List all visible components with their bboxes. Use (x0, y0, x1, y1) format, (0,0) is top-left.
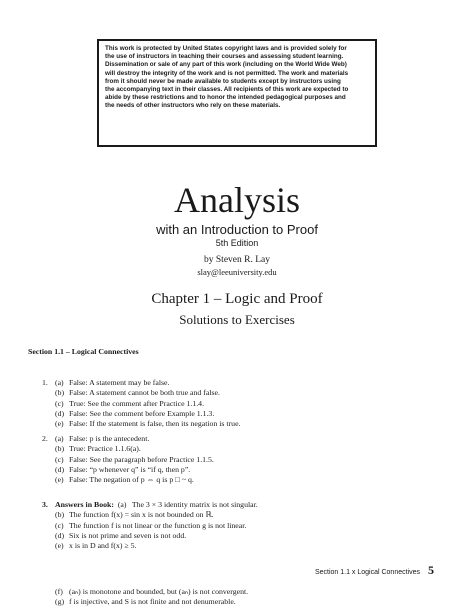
notice-line: will destroy the integrity of the work and is not permitted. The work and materials (105, 69, 349, 77)
author-email: slay@leeuniversity.edu (197, 267, 277, 277)
problem-item (42, 455, 214, 465)
problem-item (42, 434, 214, 444)
book-subtitle: with an Introduction to Proof (156, 222, 318, 237)
notice-line: Dissemination or sale of any part of this work (including on the World Wide Web) (105, 61, 347, 69)
problem-item (42, 475, 214, 485)
answer-text: True: See the comment after Practice 1.1.4. (69, 398, 205, 408)
problem-item (42, 399, 241, 409)
answer-text: False: The negation of p ⇔ q is p □ ~ q. (69, 475, 194, 485)
part-label: (g) (55, 597, 65, 607)
book-title: Analysis (174, 180, 300, 220)
notice-line: the needs of other instructors who rely on these materials. (105, 102, 281, 110)
answer-text: False: A statement cannot be both true and false. (69, 388, 220, 398)
copyright-notice (97, 39, 377, 147)
problem-number: 3. (42, 500, 48, 509)
part-label: (d) (55, 408, 65, 418)
problem-item (55, 597, 248, 607)
chapter-subtitle: Solutions to Exercises (179, 312, 295, 327)
answer-text: False: If the statement is false, then its negation is true. (69, 419, 241, 429)
answer-text: False: “p whenever q” is “if q, then p”. (69, 464, 191, 474)
problem-item (42, 531, 258, 541)
part-label: (f) (55, 587, 63, 596)
answer-text: False: p is the antecedent. (69, 434, 150, 443)
problem-item (42, 419, 241, 429)
problem-number: 2. (42, 434, 48, 443)
notice-line: This work is protected by United States copyright laws and is provided solely for (105, 45, 347, 52)
part-label: (d) (55, 530, 65, 540)
page-number: 5 (428, 563, 434, 577)
problem-2 (42, 434, 214, 485)
part-label: (c) (55, 454, 64, 464)
book-edition: 5th Edition (215, 238, 259, 248)
notice-line: the accompanying text in their classes. All recipients of this work are expected to (105, 86, 349, 94)
problem-item (42, 409, 241, 419)
answer-text: False: See the comment before Example 1.1.3. (69, 408, 215, 418)
part-label: (c) (55, 398, 64, 408)
problem-item (42, 510, 258, 520)
part-label: (e) (55, 541, 64, 551)
problem-item (55, 587, 248, 597)
footer-section-label: Section 1.1 x Logical Connectives (314, 569, 420, 576)
answer-text: False: See the paragraph before Practice 1.1.5. (69, 454, 214, 464)
notice-line: abide by these restrictions and to honor the intended pedagogical purposes and (105, 94, 346, 102)
answer-text: (aₙ) is monotone and bounded, but (aₙ) is not convergent. (69, 587, 249, 596)
section-heading: Section 1.1 – Logical Connectives (28, 347, 139, 356)
answer-text: f is injective, and S is not finite and not denumerable. (69, 597, 236, 607)
answers-in-book-label: Answers in Book: (55, 500, 114, 509)
part-label: (b) (55, 388, 65, 398)
problem-item (42, 465, 214, 475)
problem-1 (42, 378, 241, 429)
part-label: (a) (55, 378, 64, 387)
notice-line: the use of instructors in teaching their courses and assessing student learning. (105, 53, 344, 61)
part-label: (a) (117, 500, 127, 509)
problem-3 (42, 500, 258, 551)
part-label: (d) (55, 464, 65, 474)
part-label: (c) (55, 520, 64, 530)
problem-item (42, 388, 241, 398)
continued-answers (55, 587, 248, 608)
part-label: (e) (55, 419, 64, 429)
part-label: (a) (55, 434, 64, 443)
problem-item (42, 521, 258, 531)
answer-text: The function f is not linear or the function g is not linear. (69, 520, 247, 530)
answer-text: x is in D and f(x) ≥ 5. (69, 541, 137, 551)
answer-text: Six is not prime and seven is not odd. (69, 530, 187, 540)
book-author: by Steven R. Lay (204, 255, 270, 265)
answer-text: The function f(x) = sin x is not bounded on ℝ. (69, 510, 214, 520)
chapter-title: Chapter 1 – Logic and Proof (151, 291, 323, 307)
problem-item (42, 444, 214, 454)
problem-item (42, 500, 258, 510)
part-label: (e) (55, 475, 64, 485)
page-footer (315, 564, 434, 579)
part-label: (b) (55, 510, 65, 520)
notice-line: from it should never be made available to students except by instructors using (105, 77, 341, 85)
answer-text: True: Practice 1.1.6(a). (69, 444, 141, 454)
answer-text: False: A statement may be false. (69, 378, 170, 387)
problem-item (42, 378, 241, 388)
answer-text: The 3 × 3 identity matrix is not singular. (131, 500, 258, 509)
problem-item (42, 541, 258, 551)
problem-number: 1. (42, 378, 48, 387)
part-label: (b) (55, 444, 65, 454)
